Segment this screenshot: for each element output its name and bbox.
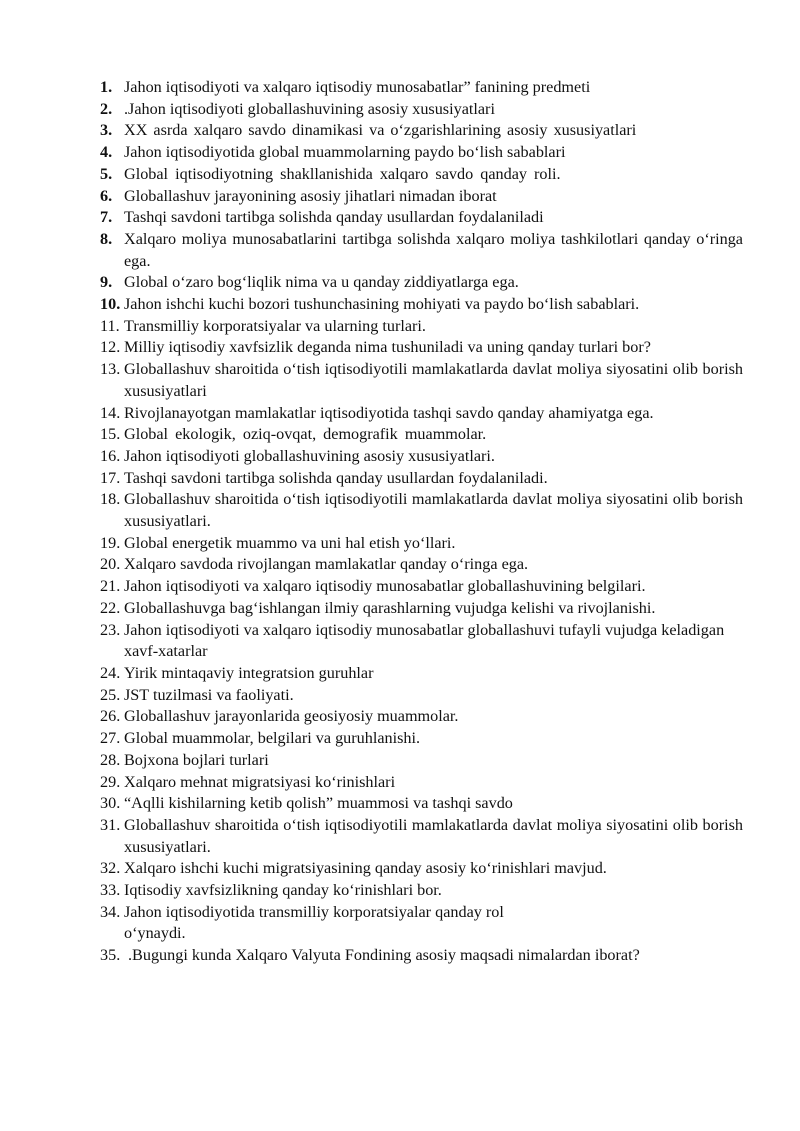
item-text: “Aqlli kishilarning ketib qolish” muammosi va tashqi savdo (124, 794, 513, 813)
item-text: .Jahon iqtisodiyoti globallashuvining asosiy xususiyatlari (124, 99, 495, 118)
list-item (100, 229, 743, 272)
item-text: Iqtisodiy xavfsizlikning qanday ko‘rinishlari bor. (124, 881, 442, 900)
question-list (100, 77, 743, 967)
item-text: Globallashuv jarayonining asosiy jihatlari nimadan iborat (124, 186, 497, 205)
list-item (100, 403, 743, 425)
item-text: Tashqi savdoni tartibga solishda qanday usullardan foydalaniladi (124, 208, 544, 227)
list-item (100, 424, 743, 446)
item-number: 7. (100, 208, 113, 227)
item-text: Jahon ishchi kuchi bozori tushunchasining mohiyati va paydo bo‘lish sabablari. (124, 295, 640, 314)
item-text: Xalqaro savdoda rivojlangan mamlakatlar qanday o‘ringa ega. (124, 555, 529, 574)
list-item (100, 120, 743, 142)
list-item (100, 359, 743, 402)
item-number: 18. (100, 490, 121, 509)
list-item (100, 706, 743, 728)
item-text: Xalqaro ishchi kuchi migratsiyasining qanday asosiy ko‘rinishlari mavjud. (124, 859, 607, 878)
item-number: 26. (100, 707, 121, 726)
item-number: 24. (100, 663, 121, 682)
item-text: Global energetik muammo va uni hal etish yo‘llari. (124, 533, 456, 552)
item-text: Globallashuv sharoitida o‘tish iqtisodiyotili mamlakatlarda davlat moliya siyosatini olib borish xususiyatlari. (124, 815, 743, 856)
list-item (100, 186, 743, 208)
list-item (100, 728, 743, 750)
item-text: Global iqtisodiyotning shakllanishida xalqaro savdo qanday roli. (124, 164, 561, 183)
item-text: Tashqi savdoni tartibga solishda qanday usullardan foydalaniladi. (124, 468, 548, 487)
item-number: 14. (100, 403, 121, 422)
list-item (100, 598, 743, 620)
list-item (100, 164, 743, 186)
item-text: JST tuzilmasi va faoliyati. (124, 685, 294, 704)
list-item (100, 902, 743, 945)
item-text: Rivojlanayotgan mamlakatlar iqtisodiyotida tashqi savdo qanday ahamiyatga ega. (124, 403, 654, 422)
item-text: Yirik mintaqaviy integratsion guruhlar (124, 663, 374, 682)
item-text: Jahon iqtisodiyoti va xalqaro iqtisodiy munosabatlar” fanining predmeti (124, 78, 591, 96)
list-item (100, 207, 743, 229)
list-item (100, 272, 743, 294)
list-item (100, 533, 743, 555)
item-number: 30. (100, 794, 121, 813)
item-text: Globallashuv sharoitida o‘tish iqtisodiyotili mamlakatlarda davlat moliya siyosatini olib borish xususiyatlari (124, 360, 743, 400)
item-number: 11. (100, 316, 120, 335)
item-text: Xalqaro mehnat migratsiyasi ko‘rinishlari (124, 772, 396, 791)
item-text: Milliy iqtisodiy xavfsizlik deganda nima tushuniladi va uning qanday turlari bor? (124, 338, 651, 357)
list-item (100, 815, 743, 858)
item-number: 2. (100, 99, 113, 118)
item-text: XX asrda xalqaro savdo dinamikasi va o‘zgarishlarining asosiy xususiyatlari (124, 121, 637, 140)
list-item (100, 77, 743, 99)
item-text: Jahon iqtisodiyotida transmilliy korporatsiyalar qanday rol o‘ynaydi. (124, 902, 504, 943)
item-number: 6. (100, 186, 113, 205)
item-text: .Bugungi kunda Xalqaro Valyuta Fondining asosiy maqsadi nimalardan iborat? (128, 946, 640, 965)
item-number: 19. (100, 533, 121, 552)
item-text: Jahon iqtisodiyotida global muammolarning paydo bo‘lish sabablari (124, 143, 566, 162)
item-number: 3. (100, 121, 113, 140)
item-number: 22. (100, 598, 121, 617)
item-number: 21. (100, 577, 121, 596)
item-text: Globallashuvga bag‘ishlangan ilmiy qarashlarning vujudga kelishi va rivojlanishi. (124, 598, 656, 617)
list-item (100, 316, 743, 338)
item-text: Xalqaro moliya munosabatlarini tartibga solishda xalqaro moliya tashkilotlari qanday o‘ringa ega. (124, 229, 743, 270)
item-number: 28. (100, 750, 121, 769)
item-text: Global muammolar, belgilari va guruhlanishi. (124, 729, 421, 748)
list-item (100, 142, 743, 164)
item-text: Global ekologik, oziq-ovqat, demografik muammolar. (124, 425, 487, 444)
item-text: Global o‘zaro bog‘liqlik nima va u qanday ziddiyatlarga ega. (124, 273, 519, 292)
item-text: Globallashuv jarayonlarida geosiyosiy muammolar. (124, 707, 459, 726)
item-number: 32. (100, 859, 121, 878)
item-number: 27. (100, 729, 121, 748)
item-number: 20. (100, 555, 121, 574)
item-number: 31. (100, 815, 121, 834)
item-number: 33. (100, 881, 121, 900)
list-item (100, 685, 743, 707)
list-item (100, 750, 743, 772)
item-number: 4. (100, 143, 113, 162)
item-number: 5. (100, 164, 113, 183)
list-item (100, 468, 743, 490)
item-number: 34. (100, 902, 121, 921)
item-text: Jahon iqtisodiyoti globallashuvining asosiy xususiyatlari. (124, 446, 495, 465)
item-number: 35. (100, 946, 121, 965)
list-item (100, 554, 743, 576)
list-item (100, 337, 743, 359)
list-item (100, 663, 743, 685)
item-text: Globallashuv sharoitida o‘tish iqtisodiyotili mamlakatlarda davlat moliya siyosatini olib borish xususiyatlari. (124, 490, 743, 531)
list-item (100, 880, 743, 902)
item-text: Jahon iqtisodiyoti va xalqaro iqtisodiy munosabatlar globallashuvining belgilari. (124, 577, 646, 596)
list-item (100, 945, 743, 967)
list-item (100, 99, 743, 121)
item-number: 29. (100, 772, 121, 791)
list-item (100, 576, 743, 598)
list-item (100, 620, 743, 663)
item-number: 23. (100, 620, 121, 639)
item-number: 1. (100, 78, 113, 96)
list-item (100, 294, 743, 316)
item-number: 10. (100, 295, 121, 314)
list-item (100, 772, 743, 794)
list-item (100, 446, 743, 468)
item-number: 13. (100, 360, 121, 379)
list-item (100, 489, 743, 532)
item-number: 25. (100, 685, 121, 704)
item-text: Transmilliy korporatsiyalar va ularning turlari. (124, 316, 426, 335)
item-number: 12. (100, 338, 121, 357)
item-text: Jahon iqtisodiyoti va xalqaro iqtisodiy munosabatlar globallashuvi tufayli vujudga keladigan xavf-xatarlar (124, 620, 725, 661)
item-number: 17. (100, 468, 121, 487)
item-number: 9. (100, 273, 113, 292)
item-number: 15. (100, 425, 121, 444)
item-text: Bojxona bojlari turlari (124, 750, 269, 769)
item-number: 16. (100, 446, 121, 465)
item-number: 8. (100, 229, 113, 248)
list-item (100, 858, 743, 880)
list-item (100, 793, 743, 815)
